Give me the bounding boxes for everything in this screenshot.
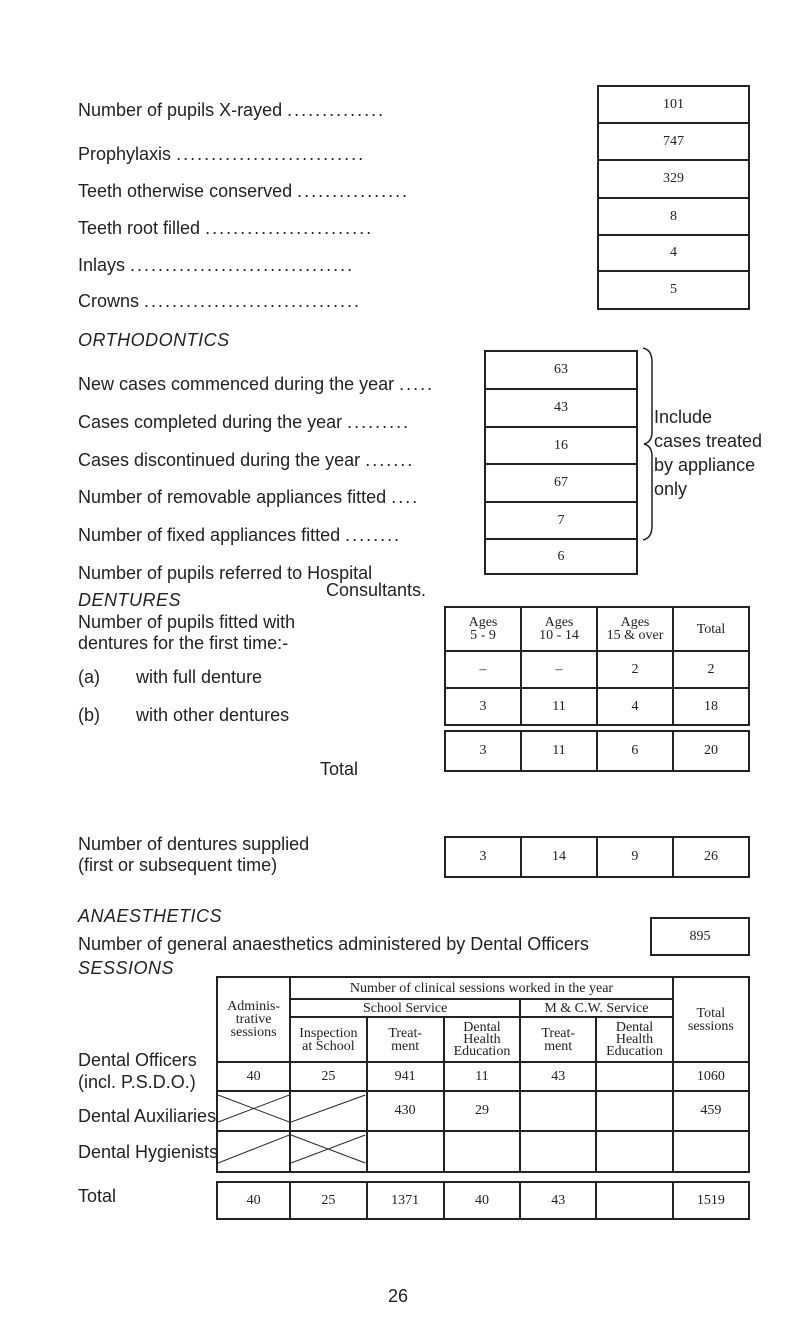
stat-value-conserved: 329 — [597, 159, 750, 199]
header-line: sessions — [230, 1025, 277, 1040]
sessions-sub-inspection — [290, 1017, 366, 1062]
sessions-total-cell: 25 — [290, 1182, 366, 1219]
header-line: sessions — [687, 1018, 734, 1034]
header-line: Treat- — [541, 1025, 576, 1041]
header-line: Health — [615, 1031, 654, 1047]
header-line: Education — [606, 1043, 663, 1059]
sessions-sub-dhe-mcw — [596, 1017, 672, 1062]
sessions-sub-dhe — [444, 1017, 520, 1062]
sessions-cell — [596, 1062, 672, 1091]
sessions-spacer — [217, 1172, 749, 1182]
ortho-value-fixed: 7 — [484, 501, 638, 540]
dentures-row-a-letter: (a) — [78, 667, 100, 687]
header-line: ment — [544, 1038, 573, 1054]
sessions-cell: 1060 — [673, 1062, 749, 1091]
header-line: Ages — [468, 615, 498, 630]
stat-label-crowns: Crowns ............................... — [78, 291, 362, 311]
dentures-b-cell: 4 — [597, 688, 673, 725]
header-line: Education — [453, 1043, 511, 1059]
dentures-a-cell: – — [521, 651, 597, 688]
dentures-a-cell: 2 — [673, 651, 749, 688]
dentures-total-label: Total — [320, 759, 359, 779]
ortho-note-line: by appliance — [654, 455, 756, 475]
sessions-row-label: Total — [78, 1186, 117, 1206]
sessions-total-cell: 1371 — [367, 1182, 444, 1219]
sessions-cell — [444, 1131, 520, 1172]
sessions-cell-crossed — [290, 1131, 366, 1172]
header-line: Health — [463, 1031, 501, 1047]
sessions-cell — [367, 1131, 444, 1172]
stat-label-inlays: Inlays ................................ — [78, 255, 355, 275]
dentures-supplied-row — [445, 837, 749, 877]
header-line: Dental — [463, 1019, 501, 1035]
sessions-heading: SESSIONS — [78, 958, 175, 978]
sessions-cell-slashed — [290, 1091, 366, 1131]
dentures-supplied-2: (first or subsequent time) — [78, 855, 278, 875]
sessions-table — [216, 976, 750, 1220]
dentures-row-b — [445, 688, 749, 725]
sessions-cell-crossed — [217, 1091, 290, 1131]
header-line: ment — [391, 1038, 420, 1054]
dentures-heading: DENTURES — [78, 590, 182, 610]
cross-out-icon — [218, 1092, 289, 1125]
sessions-row-hygienists — [217, 1131, 749, 1172]
header-line: Inspection — [299, 1025, 358, 1041]
dentures-a-cell: – — [445, 651, 521, 688]
stat-label-conserved: Teeth otherwise conserved ................ — [78, 181, 410, 201]
header-line: 15 & over — [606, 628, 664, 643]
sessions-total-cell: 40 — [217, 1182, 290, 1219]
dentures-row-b-letter: (b) — [78, 705, 100, 725]
slash-out-icon — [291, 1092, 365, 1125]
ortho-note-line: only — [654, 479, 688, 499]
header-line: Total — [696, 621, 726, 637]
sessions-cell — [596, 1091, 672, 1131]
sessions-total-cell: 40 — [444, 1182, 520, 1219]
sessions-row-total — [217, 1182, 749, 1219]
dentures-header-15-over — [597, 607, 673, 651]
header-line: Adminis- — [227, 999, 281, 1014]
dentures-total-table — [444, 730, 750, 772]
dentures-b-cell: 11 — [521, 688, 597, 725]
dentures-header-row — [445, 607, 749, 651]
stat-label-root-filled: Teeth root filled ........................ — [78, 218, 374, 238]
ortho-value-completed: 43 — [484, 388, 638, 428]
sessions-sub-treatment-mcw — [520, 1017, 596, 1062]
sessions-total-cell — [596, 1182, 672, 1219]
sessions-school-header: School Service — [290, 999, 520, 1017]
sessions-row-label: Dental Officers — [78, 1050, 197, 1070]
sessions-admin-header — [217, 977, 290, 1062]
ortho-label-consultants: Consultants. — [326, 580, 427, 600]
sessions-cell: 29 — [444, 1091, 520, 1131]
header-line: 10 - 14 — [539, 628, 579, 643]
stat-value-crowns: 5 — [597, 270, 750, 310]
sessions-cell: 941 — [367, 1062, 444, 1091]
ortho-note-line: cases treated — [654, 431, 763, 451]
sessions-subheader-row — [217, 1017, 749, 1062]
sessions-cell: 40 — [217, 1062, 290, 1091]
stat-value-root-filled: 8 — [597, 197, 750, 236]
ortho-note — [654, 405, 794, 501]
dentures-supplied-cell: 26 — [673, 837, 749, 877]
dentures-header-5-9 — [445, 607, 521, 651]
ortho-label-discontinued: Cases discontinued during the year ....... — [78, 450, 415, 470]
dentures-supplied-cell: 3 — [445, 837, 521, 877]
header-line: 5 - 9 — [470, 628, 496, 643]
ortho-label-fixed: Number of fixed appliances fitted ........ — [78, 525, 402, 545]
dentures-total-cell: 20 — [673, 731, 749, 771]
dentures-intro-2: dentures for the first time:- — [78, 633, 289, 653]
cross-out-icon — [291, 1132, 365, 1166]
sessions-cell — [596, 1131, 672, 1172]
orthodontics-heading: ORTHODONTICS — [78, 330, 230, 350]
anaesthetics-value: 895 — [650, 917, 750, 956]
dentures-supplied-cell: 9 — [597, 837, 673, 877]
sessions-row-auxiliaries — [217, 1091, 749, 1131]
dentures-header-10-14 — [521, 607, 597, 651]
header-line: Dental — [615, 1019, 654, 1035]
sessions-row-officers — [217, 1062, 749, 1091]
header-line: at School — [302, 1038, 355, 1054]
dentures-b-cell: 18 — [673, 688, 749, 725]
ortho-label-new: New cases commenced during the year ..... — [78, 374, 435, 394]
anaesthetics-label: Number of general anaesthetics administered by Dental Officers — [78, 934, 589, 954]
stat-value-inlays: 4 — [597, 234, 750, 272]
header-line: Total — [696, 1005, 726, 1021]
dentures-row-a — [445, 651, 749, 688]
dentures-supplied-table — [444, 836, 750, 878]
sessions-cell — [673, 1131, 749, 1172]
stat-label-prophylaxis: Prophylaxis ........................... — [78, 144, 366, 164]
dentures-a-cell: 2 — [597, 651, 673, 688]
ortho-label-referred: Number of pupils referred to Hospital — [78, 563, 373, 583]
sessions-row-label: Dental Hygienists — [78, 1142, 219, 1162]
sessions-cell-slashed — [217, 1131, 290, 1172]
ortho-value-discontinued: 16 — [484, 426, 638, 465]
dentures-table — [444, 606, 750, 726]
sessions-row-label: Dental Auxiliaries — [78, 1106, 217, 1126]
stat-value-prophylaxis: 747 — [597, 122, 750, 161]
sessions-total-cell: 1519 — [673, 1182, 749, 1219]
header-line: Treat- — [388, 1025, 423, 1041]
sessions-cell: 430 — [367, 1091, 444, 1131]
sessions-cell — [520, 1091, 596, 1131]
header-line: trative — [235, 1012, 272, 1027]
slash-out-icon — [218, 1132, 289, 1166]
dentures-intro-1: Number of pupils fitted with — [78, 612, 296, 632]
ortho-value-referred: 6 — [484, 538, 638, 575]
sessions-spacer-row — [217, 1172, 749, 1182]
dentures-total-cell: 6 — [597, 731, 673, 771]
ortho-value-removable: 67 — [484, 463, 638, 503]
dentures-header-total — [673, 607, 749, 651]
sessions-mcw-header: M & C.W. Service — [520, 999, 673, 1017]
sessions-total-header — [673, 977, 749, 1062]
ortho-value-new: 63 — [484, 350, 638, 390]
sessions-sub-treatment — [367, 1017, 444, 1062]
header-line: Ages — [620, 615, 650, 630]
ortho-note-line: Include — [654, 407, 713, 427]
sessions-total-cell: 43 — [520, 1182, 596, 1219]
dentures-total-row — [445, 731, 749, 771]
sessions-cell: 43 — [520, 1062, 596, 1091]
dentures-total-cell: 3 — [445, 731, 521, 771]
sessions-row-label: (incl. P.S.D.O.) — [78, 1072, 196, 1092]
sessions-service-row — [217, 999, 749, 1017]
stat-value-xrayed: 101 — [597, 85, 750, 124]
anaesthetics-heading: ANAESTHETICS — [78, 906, 223, 926]
header-line: Ages — [544, 615, 574, 630]
dentures-row-a-label: with full denture — [136, 667, 263, 687]
sessions-cell: 459 — [673, 1091, 749, 1131]
dentures-supplied-1: Number of dentures supplied — [78, 834, 310, 854]
dentures-total-cell: 11 — [521, 731, 597, 771]
page-number: 26 — [388, 1286, 409, 1306]
sessions-clinical-header: Number of clinical sessions worked in the year — [290, 977, 672, 999]
sessions-cell — [520, 1131, 596, 1172]
ortho-label-removable: Number of removable appliances fitted .... — [78, 487, 420, 507]
dentures-row-b-label: with other dentures — [136, 705, 290, 725]
dentures-b-cell: 3 — [445, 688, 521, 725]
dentures-supplied-cell: 14 — [521, 837, 597, 877]
stat-label-xrayed: Number of pupils X-rayed .............. — [78, 100, 386, 120]
ortho-label-completed: Cases completed during the year ......... — [78, 412, 411, 432]
sessions-cell: 11 — [444, 1062, 520, 1091]
sessions-cell: 25 — [290, 1062, 366, 1091]
sessions-header-row — [217, 977, 749, 999]
